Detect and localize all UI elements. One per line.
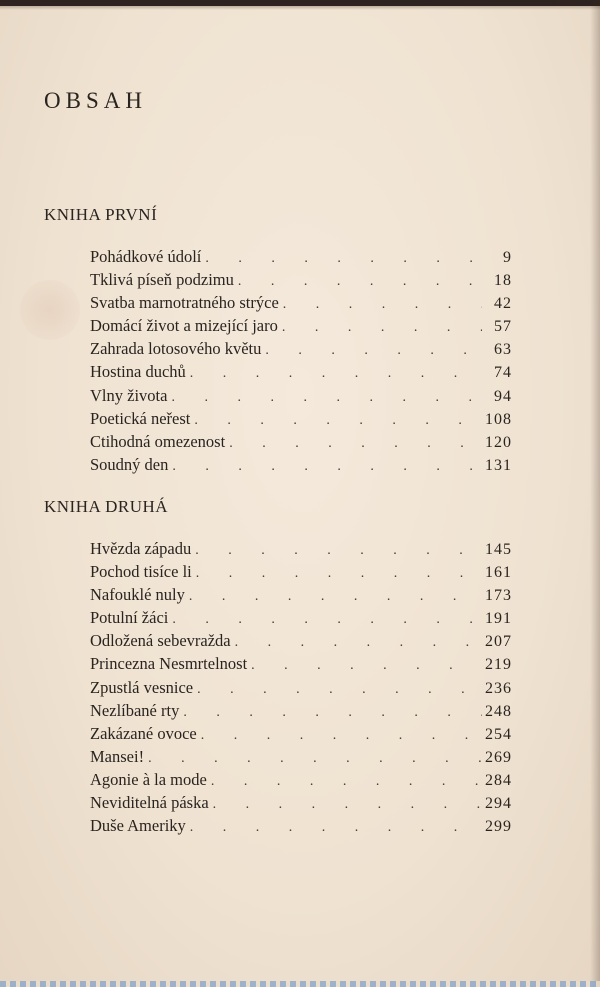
entry-title: Hvězda západu	[90, 539, 192, 558]
toc-entry	[90, 291, 512, 314]
toc-entry	[90, 453, 512, 476]
toc-entry	[90, 360, 512, 383]
entry-page-number: 219	[485, 656, 512, 674]
dot-leader	[205, 247, 482, 270]
toc-entry	[90, 699, 512, 722]
toc-entry	[90, 430, 512, 453]
dot-leader	[235, 631, 482, 654]
toc-entry	[90, 722, 512, 745]
entry-title: Nezlíbané rty	[90, 700, 180, 720]
dot-leader	[148, 747, 482, 770]
page-title: OBSAH	[44, 88, 147, 113]
entry-title: Hostina duchů	[90, 362, 186, 382]
entry-page-number: 248	[485, 702, 512, 720]
entry-title: Agonie à la mode	[90, 769, 207, 789]
entry-title: Potulní žáci	[90, 608, 169, 628]
dot-leader	[229, 432, 482, 455]
toc-entry	[90, 384, 512, 407]
entry-page-number: 131	[485, 456, 512, 474]
entry-page-number: 173	[485, 587, 512, 605]
toc-entry	[90, 606, 512, 629]
page-top-shadow	[0, 6, 600, 10]
entry-title: Ctihodná omezenost	[90, 431, 226, 451]
entry-title: Tklivá píseň podzimu	[90, 270, 234, 290]
dot-leader	[195, 539, 482, 562]
toc-entry	[90, 407, 512, 430]
dot-leader	[211, 770, 482, 793]
dot-leader	[171, 386, 482, 409]
entry-title: Soudný den	[90, 454, 169, 474]
toc-entry	[90, 814, 512, 837]
dot-leader	[213, 793, 482, 816]
entry-title: Domácí život a mizející jaro	[90, 316, 278, 336]
dot-leader	[190, 362, 482, 385]
entry-page-number: 18	[494, 272, 512, 290]
entry-page-number: 9	[503, 249, 512, 266]
entry-title: Odložená sebevražda	[90, 631, 231, 651]
book-one-heading: KNIHA PRVNÍ	[44, 205, 158, 224]
toc-entry	[90, 676, 512, 699]
dot-leader	[201, 724, 482, 747]
entry-page-number: 269	[485, 748, 512, 766]
entry-page-number: 254	[485, 725, 512, 743]
entry-title: Zakázané ovoce	[90, 723, 197, 743]
entry-title: Pochod tisíce li	[90, 562, 192, 582]
toc-entry	[90, 537, 512, 560]
toc-entry	[90, 629, 512, 652]
dot-leader	[197, 678, 482, 701]
toc-entry	[90, 583, 512, 606]
dot-leader	[190, 816, 482, 839]
entry-page-number: 284	[485, 771, 512, 789]
dot-leader	[189, 585, 482, 608]
book-one-contents	[90, 245, 512, 476]
entry-page-number: 191	[485, 610, 512, 628]
dot-leader	[172, 608, 482, 631]
dot-leader	[194, 409, 482, 432]
dot-leader	[196, 562, 482, 585]
entry-page-number: 299	[485, 818, 512, 836]
entry-page-number: 74	[494, 364, 512, 382]
dot-leader	[183, 701, 482, 724]
entry-title: Zahrada lotosového květu	[90, 339, 262, 359]
entry-page-number: 108	[485, 410, 512, 428]
entry-page-number: 161	[485, 564, 512, 582]
toc-entry	[90, 245, 512, 268]
entry-page-number: 294	[485, 795, 512, 813]
entry-page-number: 236	[485, 679, 512, 697]
toc-entry	[90, 791, 512, 814]
dot-leader	[282, 316, 482, 339]
entry-title: Nafouklé nuly	[90, 585, 185, 605]
toc-entry	[90, 314, 512, 337]
entry-title: Duše Ameriky	[90, 816, 186, 836]
entry-page-number: 120	[485, 433, 512, 451]
entry-title: Princezna Nesmrtelnost	[90, 654, 248, 674]
toc-entry	[90, 560, 512, 583]
entry-page-number: 207	[485, 633, 512, 651]
page-right-edge	[590, 0, 600, 987]
entry-page-number: 63	[494, 341, 512, 359]
dot-leader	[283, 293, 482, 316]
entry-title: Zpustlá vesnice	[90, 677, 194, 697]
toc-entry	[90, 268, 512, 291]
toc-entry	[90, 652, 512, 675]
entry-title: Vlny života	[90, 385, 168, 405]
entry-page-number: 145	[485, 541, 512, 558]
entry-title: Poetická neřest	[90, 408, 191, 428]
book-two-contents	[90, 537, 512, 837]
toc-entry	[90, 337, 512, 360]
toc-entry	[90, 768, 512, 791]
dot-leader	[172, 455, 482, 478]
dot-leader	[265, 339, 482, 362]
book-two-heading: KNIHA DRUHÁ	[44, 497, 169, 516]
entry-title: Mansei!	[90, 746, 145, 766]
paper-stain	[20, 280, 80, 340]
entry-page-number: 94	[494, 387, 512, 405]
entry-title: Pohádkové údolí	[90, 247, 202, 266]
entry-page-number: 57	[494, 318, 512, 336]
entry-title: Neviditelná páska	[90, 793, 209, 813]
entry-title: Svatba marnotratného strýce	[90, 293, 279, 313]
toc-entry	[90, 745, 512, 768]
dot-leader	[251, 654, 482, 677]
page-bottom-edge	[0, 981, 600, 987]
entry-page-number: 42	[494, 295, 512, 313]
dot-leader	[238, 270, 482, 293]
